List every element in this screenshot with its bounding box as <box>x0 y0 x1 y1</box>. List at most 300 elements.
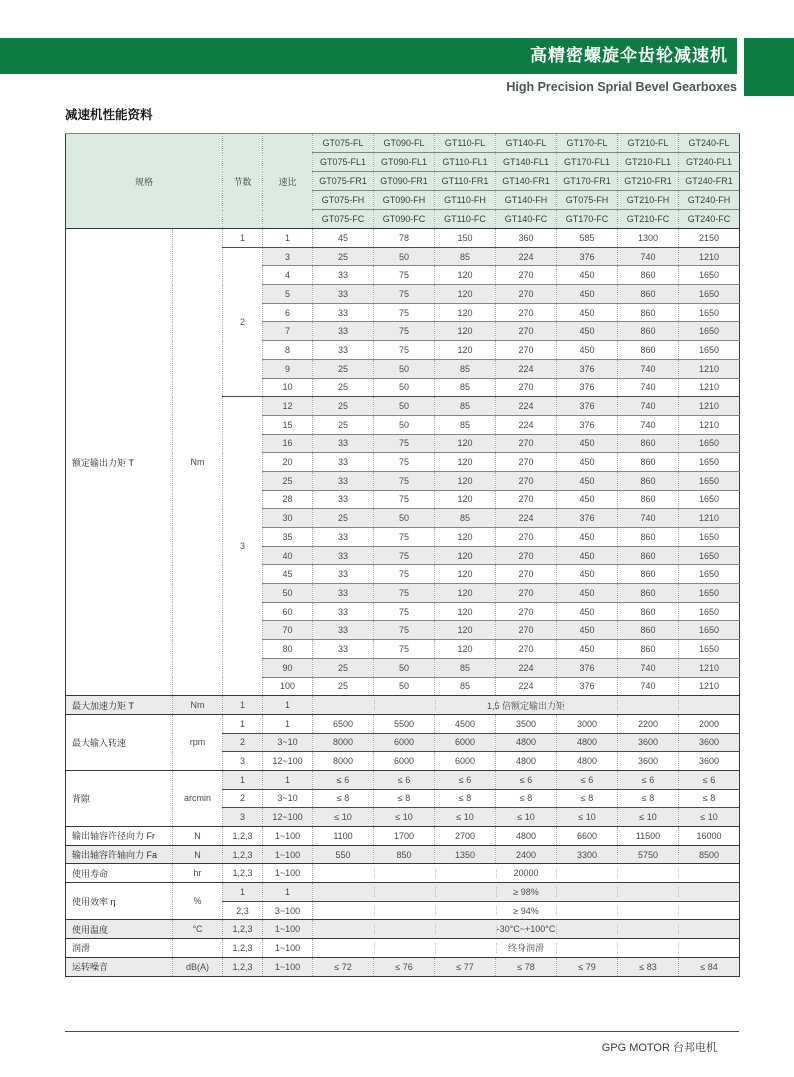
value-cell: ≤ 72 <box>313 957 374 976</box>
footer-brand: GPG MOTOR 台邦电机 <box>601 1042 717 1054</box>
value-cell: 2150 <box>679 229 740 248</box>
model-header-cell: GT140-FC <box>496 210 557 229</box>
model-header-cell: GT075-FL1 <box>313 153 374 172</box>
ratio-cell: 9 <box>263 359 313 378</box>
ratio-cell: 4 <box>263 266 313 285</box>
ratio-cell: 45 <box>263 565 313 584</box>
value-cell: 75 <box>374 621 435 640</box>
ratio-cell: 1 <box>263 714 313 733</box>
spec-label: 使用温度 <box>66 920 173 939</box>
value-cell: 8000 <box>313 752 374 771</box>
spec-unit: Nm <box>173 229 223 696</box>
value-cell: 450 <box>557 640 618 659</box>
span-value-text: 1,5 倍额定输出力矩 <box>487 700 566 711</box>
value-cell: ≤ 79 <box>557 957 618 976</box>
page-title: 高精密螺旋伞齿轮减速机 <box>530 46 728 65</box>
value-cell: 1650 <box>679 490 740 509</box>
value-cell: 120 <box>435 285 496 304</box>
value-cell: 50 <box>374 677 435 696</box>
value-cell: 270 <box>496 434 557 453</box>
value-cell: 450 <box>557 285 618 304</box>
value-cell: 120 <box>435 453 496 472</box>
data-row <box>66 957 740 976</box>
value-cell: 120 <box>435 490 496 509</box>
ratio-cell: 8 <box>263 341 313 360</box>
ratio-cell: 16 <box>263 434 313 453</box>
value-cell: 150 <box>435 229 496 248</box>
ratio-cell: 35 <box>263 528 313 547</box>
value-cell: 6500 <box>313 714 374 733</box>
value-cell: ≤ 10 <box>679 808 740 827</box>
model-header-cell: GT240-FH <box>679 191 740 210</box>
ratio-cell: 3~100 <box>263 901 313 920</box>
value-cell: 4800 <box>496 827 557 846</box>
stages-cell: 1,2,3 <box>223 920 263 939</box>
value-cell: 75 <box>374 341 435 360</box>
value-cell: 33 <box>313 434 374 453</box>
value-cell: 224 <box>496 397 557 416</box>
spec-label: 润滑 <box>66 939 173 958</box>
spec-label: 最大输入转速 <box>66 714 173 770</box>
ratio-cell: 100 <box>263 677 313 696</box>
data-row <box>66 229 740 248</box>
value-cell: 8000 <box>313 733 374 752</box>
ratio-cell: 1~100 <box>263 864 313 883</box>
value-cell: 1650 <box>679 602 740 621</box>
value-cell: 860 <box>618 285 679 304</box>
value-cell: 3300 <box>557 845 618 864</box>
value-cell: 270 <box>496 341 557 360</box>
value-cell: 270 <box>496 528 557 547</box>
value-cell: ≤ 6 <box>435 770 496 789</box>
value-cell: 270 <box>496 266 557 285</box>
value-cell: ≤ 8 <box>679 789 740 808</box>
value-cell: ≤ 6 <box>557 770 618 789</box>
ratio-cell: 50 <box>263 584 313 603</box>
model-header-cell: GT210-FL1 <box>618 153 679 172</box>
value-cell: 224 <box>496 359 557 378</box>
stages-cell: 1,2,3 <box>223 864 263 883</box>
value-cell: 450 <box>557 621 618 640</box>
ratio-cell: 90 <box>263 658 313 677</box>
model-header-cell: GT210-FC <box>618 210 679 229</box>
value-cell: 120 <box>435 621 496 640</box>
ratio-cell: 15 <box>263 415 313 434</box>
value-cell: 270 <box>496 453 557 472</box>
value-cell: 270 <box>496 602 557 621</box>
value-cell: 78 <box>374 229 435 248</box>
value-cell: 1650 <box>679 434 740 453</box>
value-cell: 450 <box>557 266 618 285</box>
value-cell: 1650 <box>679 640 740 659</box>
span-value-text: -30°C~+100°C <box>496 924 556 935</box>
value-cell: 75 <box>374 471 435 490</box>
value-cell: 33 <box>313 490 374 509</box>
model-header-cell: GT110-FC <box>435 210 496 229</box>
value-cell: 120 <box>435 434 496 453</box>
value-cell: 740 <box>618 415 679 434</box>
value-cell: 4800 <box>496 733 557 752</box>
ratio-cell: 20 <box>263 453 313 472</box>
value-cell: 50 <box>374 658 435 677</box>
spec-unit: °C <box>173 920 223 939</box>
value-cell: 75 <box>374 322 435 341</box>
model-header-cell: GT170-FL1 <box>557 153 618 172</box>
value-cell: 270 <box>496 640 557 659</box>
value-cell: 450 <box>557 546 618 565</box>
stages-cell: 3 <box>223 808 263 827</box>
header-title-bar <box>0 38 737 74</box>
value-cell: 450 <box>557 490 618 509</box>
value-cell: 33 <box>313 640 374 659</box>
spec-unit: Nm <box>173 696 223 715</box>
value-cell: ≤ 77 <box>435 957 496 976</box>
header-row <box>66 134 740 153</box>
value-cell: 740 <box>618 509 679 528</box>
value-cell: 75 <box>374 565 435 584</box>
value-cell: 85 <box>435 359 496 378</box>
value-cell: 450 <box>557 341 618 360</box>
value-cell: 85 <box>435 247 496 266</box>
model-header-cell: GT110-FL1 <box>435 153 496 172</box>
data-row <box>66 696 740 715</box>
value-cell: ≤ 8 <box>618 789 679 808</box>
value-cell: 50 <box>374 378 435 397</box>
value-cell: 1650 <box>679 285 740 304</box>
model-header-cell: GT210-FL <box>618 134 679 153</box>
ratio-cell: 40 <box>263 546 313 565</box>
value-cell: 860 <box>618 453 679 472</box>
value-cell: 450 <box>557 453 618 472</box>
value-cell: ≤ 10 <box>435 808 496 827</box>
value-cell: 860 <box>618 640 679 659</box>
value-cell: 270 <box>496 322 557 341</box>
spec-unit: % <box>173 883 223 920</box>
value-cell: 33 <box>313 322 374 341</box>
value-cell: 4800 <box>557 733 618 752</box>
value-cell: ≤ 8 <box>557 789 618 808</box>
value-cell: 2200 <box>618 714 679 733</box>
performance-table <box>65 133 740 977</box>
stages-cell: 1,2,3 <box>223 957 263 976</box>
stages-cell: 2 <box>223 733 263 752</box>
value-cell: 1650 <box>679 322 740 341</box>
value-cell: 1210 <box>679 247 740 266</box>
value-cell: 860 <box>618 621 679 640</box>
value-cell: 85 <box>435 509 496 528</box>
stages-cell: 1,2,3 <box>223 939 263 958</box>
value-cell: 740 <box>618 378 679 397</box>
value-cell: 3500 <box>496 714 557 733</box>
ratio-cell: 7 <box>263 322 313 341</box>
value-cell: 740 <box>618 397 679 416</box>
value-span-cell <box>313 939 740 958</box>
spec-unit: N <box>173 827 223 846</box>
value-cell: 6000 <box>374 752 435 771</box>
value-cell: 450 <box>557 528 618 547</box>
value-cell: 50 <box>374 415 435 434</box>
value-cell: 860 <box>618 322 679 341</box>
value-cell: 120 <box>435 546 496 565</box>
value-cell: 1650 <box>679 584 740 603</box>
stages-cell: 2 <box>223 247 263 397</box>
value-cell: 120 <box>435 584 496 603</box>
value-cell: 6000 <box>435 752 496 771</box>
model-header-cell: GT090-FC <box>374 210 435 229</box>
value-cell: 25 <box>313 397 374 416</box>
ratio-cell: 80 <box>263 640 313 659</box>
stages-cell: 1 <box>223 229 263 248</box>
data-row <box>66 714 740 733</box>
model-header-cell: GT075-FC <box>313 210 374 229</box>
value-cell: 11500 <box>618 827 679 846</box>
value-cell: 1650 <box>679 528 740 547</box>
value-cell: 450 <box>557 303 618 322</box>
value-cell: 50 <box>374 397 435 416</box>
model-header-cell: GT090-FR1 <box>374 172 435 191</box>
value-cell: ≤ 8 <box>435 789 496 808</box>
value-cell: 25 <box>313 359 374 378</box>
value-cell: 75 <box>374 602 435 621</box>
ratio-cell: 28 <box>263 490 313 509</box>
value-cell: 75 <box>374 303 435 322</box>
value-cell: ≤ 76 <box>374 957 435 976</box>
value-cell: 1650 <box>679 303 740 322</box>
value-cell: 270 <box>496 565 557 584</box>
value-cell: 85 <box>435 397 496 416</box>
value-cell: ≤ 10 <box>618 808 679 827</box>
value-cell: 740 <box>618 359 679 378</box>
data-row <box>66 920 740 939</box>
span-value-text: ≥ 98% <box>513 886 539 897</box>
footer-divider <box>65 1031 739 1032</box>
value-cell: 120 <box>435 303 496 322</box>
stages-cell: 3 <box>223 752 263 771</box>
value-cell: 450 <box>557 434 618 453</box>
model-header-cell: GT075-FL <box>313 134 374 153</box>
value-cell: 224 <box>496 658 557 677</box>
value-cell: 75 <box>374 546 435 565</box>
value-cell: ≤ 78 <box>496 957 557 976</box>
stages-cell: 2 <box>223 789 263 808</box>
spec-unit: dB(A) <box>173 957 223 976</box>
ratio-cell: 1~100 <box>263 939 313 958</box>
value-cell: 860 <box>618 528 679 547</box>
value-cell: 376 <box>557 509 618 528</box>
ratio-cell: 1 <box>263 229 313 248</box>
ratio-cell: 6 <box>263 303 313 322</box>
value-cell: 1650 <box>679 453 740 472</box>
value-cell: 3600 <box>618 733 679 752</box>
value-cell: 860 <box>618 565 679 584</box>
value-cell: ≤ 6 <box>374 770 435 789</box>
ratio-cell: 3~10 <box>263 789 313 808</box>
spec-label: 运转噪音 <box>66 957 173 976</box>
value-cell: 33 <box>313 621 374 640</box>
value-cell: 25 <box>313 378 374 397</box>
stages-cell: 1,2,3 <box>223 845 263 864</box>
value-cell: 270 <box>496 546 557 565</box>
spec-unit: rpm <box>173 714 223 770</box>
model-header-cell: GT075-FH <box>313 191 374 210</box>
value-cell: 1700 <box>374 827 435 846</box>
model-header-cell: GT210-FH <box>618 191 679 210</box>
ratio-cell: 1~100 <box>263 920 313 939</box>
spec-label: 输出轴容许径向力 Fr <box>66 827 173 846</box>
header-corner-block <box>744 38 794 96</box>
data-row <box>66 827 740 846</box>
ratio-cell: 1~100 <box>263 957 313 976</box>
value-cell: ≤ 10 <box>374 808 435 827</box>
spec-label: 输出轴容许轴向力 Fa <box>66 845 173 864</box>
value-cell: 33 <box>313 565 374 584</box>
value-cell: 1210 <box>679 359 740 378</box>
ratio-cell: 12 <box>263 397 313 416</box>
value-cell: ≤ 8 <box>374 789 435 808</box>
ratio-cell: 12~100 <box>263 752 313 771</box>
value-cell: 25 <box>313 247 374 266</box>
data-row <box>66 845 740 864</box>
model-header-cell: GT210-FR1 <box>618 172 679 191</box>
value-cell: 33 <box>313 266 374 285</box>
value-cell: 85 <box>435 415 496 434</box>
ratio-cell: 5 <box>263 285 313 304</box>
value-cell: 376 <box>557 677 618 696</box>
value-cell: 585 <box>557 229 618 248</box>
value-cell: 6000 <box>374 733 435 752</box>
value-cell: 120 <box>435 322 496 341</box>
value-cell: 450 <box>557 602 618 621</box>
model-header-cell: GT240-FL1 <box>679 153 740 172</box>
value-cell: 270 <box>496 303 557 322</box>
model-header-cell: GT140-FR1 <box>496 172 557 191</box>
value-cell: 25 <box>313 677 374 696</box>
value-cell: 4800 <box>557 752 618 771</box>
value-cell: 1300 <box>618 229 679 248</box>
spec-unit: arcmin <box>173 770 223 826</box>
value-cell: 1100 <box>313 827 374 846</box>
stages-cell: 3 <box>223 397 263 696</box>
value-cell: 850 <box>374 845 435 864</box>
value-cell: 860 <box>618 434 679 453</box>
value-cell: 270 <box>496 471 557 490</box>
value-cell: 33 <box>313 303 374 322</box>
value-cell: 224 <box>496 509 557 528</box>
value-cell: ≤ 8 <box>313 789 374 808</box>
ratio-cell: 60 <box>263 602 313 621</box>
value-cell: 50 <box>374 359 435 378</box>
value-cell: 45 <box>313 229 374 248</box>
model-header-cell: GT170-FL <box>557 134 618 153</box>
ratio-cell: 3~10 <box>263 733 313 752</box>
stages-cell: 1 <box>223 770 263 789</box>
value-cell: 3600 <box>679 752 740 771</box>
value-cell: 33 <box>313 471 374 490</box>
stages-cell: 1 <box>223 714 263 733</box>
value-cell: 270 <box>496 490 557 509</box>
value-cell: 2000 <box>679 714 740 733</box>
value-cell: 85 <box>435 378 496 397</box>
value-cell: 120 <box>435 565 496 584</box>
value-cell: 25 <box>313 415 374 434</box>
value-cell: 6600 <box>557 827 618 846</box>
spec-label: 背隙 <box>66 770 173 826</box>
page-subtitle: High Precision Sprial Bevel Gearboxes <box>506 80 737 94</box>
model-header-cell: GT170-FC <box>557 210 618 229</box>
value-cell: 3000 <box>557 714 618 733</box>
value-cell: 120 <box>435 528 496 547</box>
value-cell: 860 <box>618 490 679 509</box>
value-cell: 75 <box>374 528 435 547</box>
value-span-cell <box>313 696 740 715</box>
value-cell: 450 <box>557 322 618 341</box>
ratio-cell: 1 <box>263 696 313 715</box>
value-cell: 1650 <box>679 471 740 490</box>
value-cell: 1210 <box>679 415 740 434</box>
value-cell: 376 <box>557 415 618 434</box>
ratio-cell: 1 <box>263 770 313 789</box>
value-cell: 376 <box>557 378 618 397</box>
value-cell: 550 <box>313 845 374 864</box>
value-cell: 4800 <box>496 752 557 771</box>
value-cell: 270 <box>496 378 557 397</box>
value-cell: 85 <box>435 677 496 696</box>
model-header-cell: GT240-FC <box>679 210 740 229</box>
model-header-cell: GT075-FH <box>557 191 618 210</box>
value-cell: ≤ 8 <box>496 789 557 808</box>
model-header-cell: GT240-FR1 <box>679 172 740 191</box>
value-cell: 376 <box>557 397 618 416</box>
model-header-cell: GT140-FL1 <box>496 153 557 172</box>
value-cell: 16000 <box>679 827 740 846</box>
value-cell: 860 <box>618 602 679 621</box>
value-cell: 75 <box>374 453 435 472</box>
value-cell: 224 <box>496 415 557 434</box>
model-header-cell: GT110-FH <box>435 191 496 210</box>
value-cell: ≤ 6 <box>313 770 374 789</box>
value-span-cell <box>313 883 740 902</box>
model-header-cell: GT075-FR1 <box>313 172 374 191</box>
data-row <box>66 939 740 958</box>
value-cell: 33 <box>313 285 374 304</box>
value-cell: 25 <box>313 509 374 528</box>
col-header-stages: 节数 <box>223 134 263 229</box>
spec-label: 使用效率 η <box>66 883 173 920</box>
ratio-cell: 12~100 <box>263 808 313 827</box>
value-cell: 6000 <box>435 733 496 752</box>
value-cell: 1350 <box>435 845 496 864</box>
value-cell: 376 <box>557 359 618 378</box>
stages-cell: 1 <box>223 883 263 902</box>
value-cell: ≤ 10 <box>557 808 618 827</box>
value-cell: 376 <box>557 658 618 677</box>
section-title: 减速机性能资料 <box>65 108 153 122</box>
value-cell: 1210 <box>679 658 740 677</box>
model-header-cell: GT110-FL <box>435 134 496 153</box>
value-cell: 224 <box>496 677 557 696</box>
value-cell: ≤ 10 <box>496 808 557 827</box>
value-cell: 120 <box>435 341 496 360</box>
span-value-text: 20000 <box>513 868 539 879</box>
value-cell: 1650 <box>679 546 740 565</box>
value-cell: 860 <box>618 471 679 490</box>
stages-cell: 1,2,3 <box>223 827 263 846</box>
ratio-cell: 1~100 <box>263 827 313 846</box>
value-cell: 120 <box>435 471 496 490</box>
value-cell: 1650 <box>679 565 740 584</box>
value-cell: ≤ 84 <box>679 957 740 976</box>
value-cell: 33 <box>313 341 374 360</box>
